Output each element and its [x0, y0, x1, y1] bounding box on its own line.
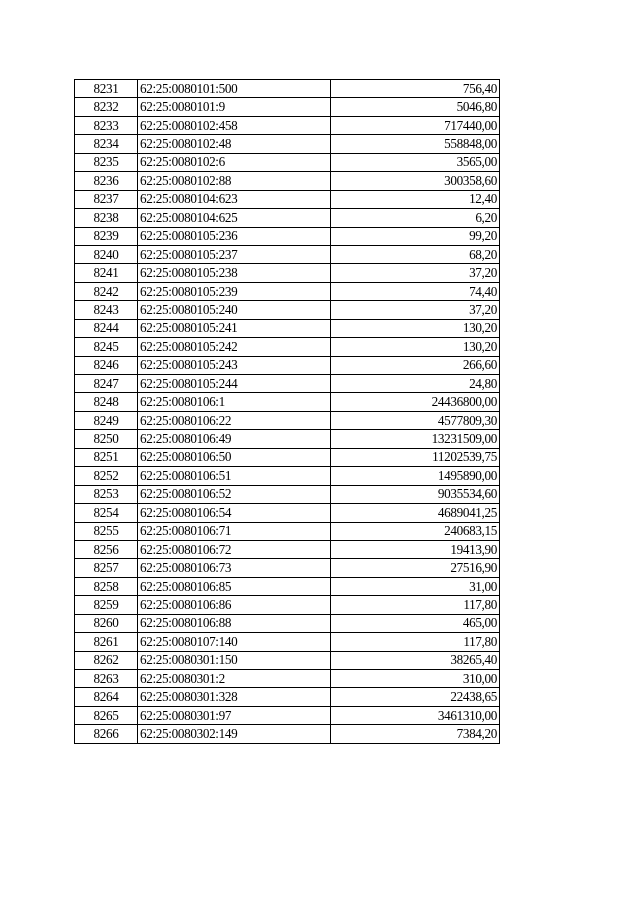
- value-cell: 130,20: [331, 319, 500, 337]
- value-cell: 22438,65: [331, 688, 500, 706]
- row-number-cell: 8251: [75, 448, 138, 466]
- value-cell: 99,20: [331, 227, 500, 245]
- cadastral-number-cell: 62:25:0080105:236: [138, 227, 331, 245]
- row-number-cell: 8265: [75, 706, 138, 724]
- table-row: [75, 245, 500, 263]
- table-row: [75, 540, 500, 558]
- row-number-cell: 8259: [75, 596, 138, 614]
- cadastral-number-cell: 62:25:0080301:328: [138, 688, 331, 706]
- cadastral-number-cell: 62:25:0080106:73: [138, 559, 331, 577]
- value-cell: 266,60: [331, 356, 500, 374]
- cadastral-number-cell: 62:25:0080104:625: [138, 209, 331, 227]
- table-row: [75, 633, 500, 651]
- table-body: [75, 80, 500, 744]
- table-row: [75, 670, 500, 688]
- table-row: [75, 559, 500, 577]
- value-cell: 38265,40: [331, 651, 500, 669]
- cadastral-number-cell: 62:25:0080102:88: [138, 172, 331, 190]
- table-row: [75, 80, 500, 98]
- value-cell: 4577809,30: [331, 411, 500, 429]
- table-row: [75, 651, 500, 669]
- value-cell: 68,20: [331, 245, 500, 263]
- cadastral-number-cell: 62:25:0080301:97: [138, 706, 331, 724]
- cadastral-number-cell: 62:25:0080106:1: [138, 393, 331, 411]
- table-row: [75, 209, 500, 227]
- cadastral-number-cell: 62:25:0080106:52: [138, 485, 331, 503]
- table-row: [75, 448, 500, 466]
- table-row: [75, 227, 500, 245]
- table-row: [75, 264, 500, 282]
- row-number-cell: 8249: [75, 411, 138, 429]
- cadastral-number-cell: 62:25:0080105:244: [138, 375, 331, 393]
- table-row: [75, 190, 500, 208]
- table-row: [75, 688, 500, 706]
- row-number-cell: 8237: [75, 190, 138, 208]
- row-number-cell: 8236: [75, 172, 138, 190]
- row-number-cell: 8263: [75, 670, 138, 688]
- table-row: [75, 467, 500, 485]
- row-number-cell: 8232: [75, 98, 138, 116]
- row-number-cell: 8260: [75, 614, 138, 632]
- row-number-cell: 8248: [75, 393, 138, 411]
- row-number-cell: 8247: [75, 375, 138, 393]
- row-number-cell: 8264: [75, 688, 138, 706]
- cadastral-number-cell: 62:25:0080105:238: [138, 264, 331, 282]
- cadastral-number-cell: 62:25:0080106:54: [138, 504, 331, 522]
- cadastral-number-cell: 62:25:0080106:50: [138, 448, 331, 466]
- table-row: [75, 319, 500, 337]
- value-cell: 717440,00: [331, 116, 500, 134]
- table-row: [75, 98, 500, 116]
- value-cell: 24436800,00: [331, 393, 500, 411]
- value-cell: 4689041,25: [331, 504, 500, 522]
- cadastral-number-cell: 62:25:0080105:241: [138, 319, 331, 337]
- row-number-cell: 8240: [75, 245, 138, 263]
- cadastral-number-cell: 62:25:0080106:88: [138, 614, 331, 632]
- value-cell: 300358,60: [331, 172, 500, 190]
- table-row: [75, 375, 500, 393]
- row-number-cell: 8250: [75, 430, 138, 448]
- table-row: [75, 577, 500, 595]
- cadastral-number-cell: 62:25:0080106:85: [138, 577, 331, 595]
- cadastral-number-cell: 62:25:0080301:150: [138, 651, 331, 669]
- row-number-cell: 8242: [75, 282, 138, 300]
- row-number-cell: 8234: [75, 135, 138, 153]
- row-number-cell: 8246: [75, 356, 138, 374]
- table-row: [75, 356, 500, 374]
- cadastral-number-cell: 62:25:0080106:22: [138, 411, 331, 429]
- value-cell: 310,00: [331, 670, 500, 688]
- value-cell: 27516,90: [331, 559, 500, 577]
- row-number-cell: 8244: [75, 319, 138, 337]
- cadastral-number-cell: 62:25:0080302:149: [138, 725, 331, 743]
- row-number-cell: 8256: [75, 540, 138, 558]
- table-row: [75, 725, 500, 743]
- cadastral-number-cell: 62:25:0080106:71: [138, 522, 331, 540]
- value-cell: 11202539,75: [331, 448, 500, 466]
- table-row: [75, 706, 500, 724]
- value-cell: 12,40: [331, 190, 500, 208]
- cadastral-number-cell: 62:25:0080101:500: [138, 80, 331, 98]
- table-row: [75, 485, 500, 503]
- value-cell: 74,40: [331, 282, 500, 300]
- row-number-cell: 8262: [75, 651, 138, 669]
- value-cell: 13231509,00: [331, 430, 500, 448]
- value-cell: 37,20: [331, 264, 500, 282]
- row-number-cell: 8254: [75, 504, 138, 522]
- table-row: [75, 135, 500, 153]
- cadastral-number-cell: 62:25:0080101:9: [138, 98, 331, 116]
- row-number-cell: 8241: [75, 264, 138, 282]
- table-row: [75, 596, 500, 614]
- table-row: [75, 301, 500, 319]
- value-cell: 37,20: [331, 301, 500, 319]
- cadastral-number-cell: 62:25:0080106:51: [138, 467, 331, 485]
- cadastral-number-cell: 62:25:0080102:48: [138, 135, 331, 153]
- table-row: [75, 393, 500, 411]
- value-cell: 5046,80: [331, 98, 500, 116]
- cadastral-number-cell: 62:25:0080105:237: [138, 245, 331, 263]
- table-row: [75, 411, 500, 429]
- table-row: [75, 116, 500, 134]
- row-number-cell: 8253: [75, 485, 138, 503]
- value-cell: 130,20: [331, 338, 500, 356]
- row-number-cell: 8239: [75, 227, 138, 245]
- table-row: [75, 282, 500, 300]
- row-number-cell: 8243: [75, 301, 138, 319]
- value-cell: 19413,90: [331, 540, 500, 558]
- cadastral-number-cell: 62:25:0080105:239: [138, 282, 331, 300]
- row-number-cell: 8245: [75, 338, 138, 356]
- value-cell: 756,40: [331, 80, 500, 98]
- table-row: [75, 172, 500, 190]
- row-number-cell: 8252: [75, 467, 138, 485]
- value-cell: 31,00: [331, 577, 500, 595]
- value-cell: 558848,00: [331, 135, 500, 153]
- row-number-cell: 8266: [75, 725, 138, 743]
- row-number-cell: 8255: [75, 522, 138, 540]
- table-row: [75, 338, 500, 356]
- value-cell: 117,80: [331, 633, 500, 651]
- table-row: [75, 153, 500, 171]
- cadastral-number-cell: 62:25:0080106:72: [138, 540, 331, 558]
- value-cell: 6,20: [331, 209, 500, 227]
- row-number-cell: 8258: [75, 577, 138, 595]
- row-number-cell: 8233: [75, 116, 138, 134]
- cadastral-value-table: [74, 79, 500, 744]
- cadastral-number-cell: 62:25:0080105:240: [138, 301, 331, 319]
- cadastral-number-cell: 62:25:0080102:6: [138, 153, 331, 171]
- value-cell: 1495890,00: [331, 467, 500, 485]
- cadastral-number-cell: 62:25:0080102:458: [138, 116, 331, 134]
- value-cell: 3565,00: [331, 153, 500, 171]
- row-number-cell: 8235: [75, 153, 138, 171]
- cadastral-number-cell: 62:25:0080107:140: [138, 633, 331, 651]
- row-number-cell: 8231: [75, 80, 138, 98]
- cadastral-number-cell: 62:25:0080301:2: [138, 670, 331, 688]
- value-cell: 3461310,00: [331, 706, 500, 724]
- row-number-cell: 8261: [75, 633, 138, 651]
- cadastral-number-cell: 62:25:0080105:242: [138, 338, 331, 356]
- cadastral-number-cell: 62:25:0080105:243: [138, 356, 331, 374]
- value-cell: 24,80: [331, 375, 500, 393]
- table-row: [75, 614, 500, 632]
- value-cell: 240683,15: [331, 522, 500, 540]
- table-row: [75, 430, 500, 448]
- row-number-cell: 8238: [75, 209, 138, 227]
- value-cell: 465,00: [331, 614, 500, 632]
- cadastral-number-cell: 62:25:0080106:49: [138, 430, 331, 448]
- table-row: [75, 504, 500, 522]
- value-cell: 9035534,60: [331, 485, 500, 503]
- cadastral-number-cell: 62:25:0080104:623: [138, 190, 331, 208]
- value-cell: 7384,20: [331, 725, 500, 743]
- cadastral-number-cell: 62:25:0080106:86: [138, 596, 331, 614]
- table-row: [75, 522, 500, 540]
- value-cell: 117,80: [331, 596, 500, 614]
- row-number-cell: 8257: [75, 559, 138, 577]
